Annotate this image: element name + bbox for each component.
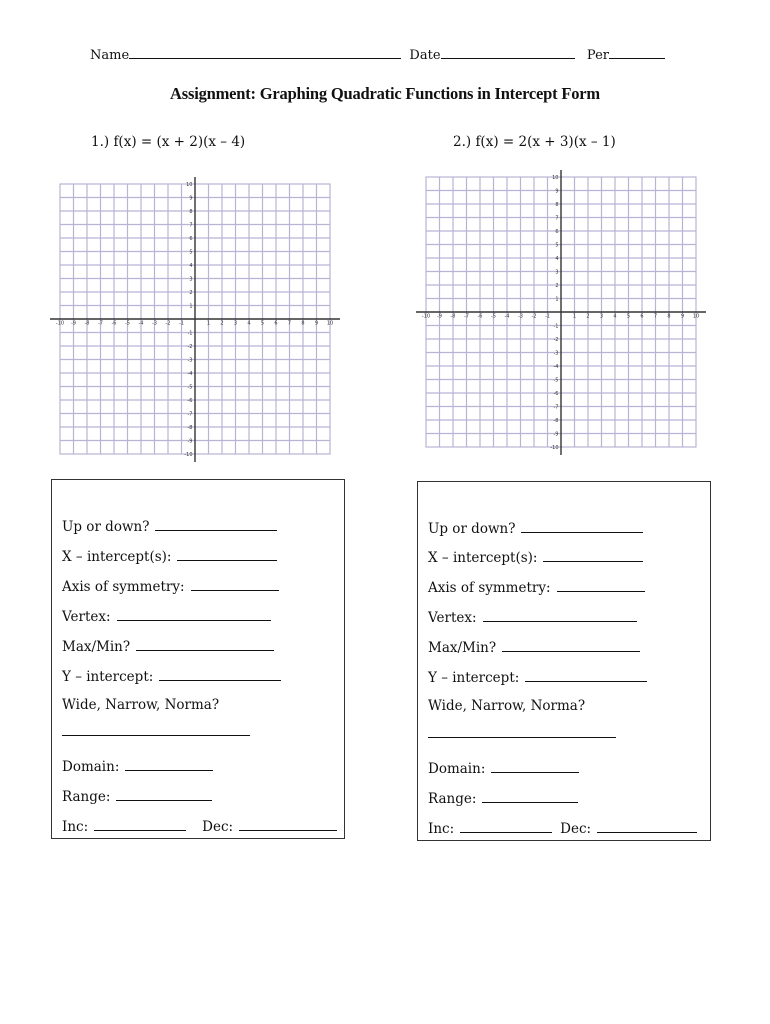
x-tick-label: -3 <box>152 320 157 327</box>
inc-dec-row <box>62 817 337 835</box>
up-down-blank[interactable] <box>521 519 643 533</box>
x-tick-label: -9 <box>71 320 76 327</box>
dec-label: Dec: <box>202 819 234 835</box>
y-tick-label: -3 <box>187 357 193 364</box>
axis-blank[interactable] <box>557 578 645 592</box>
domain-row <box>62 757 213 775</box>
up-down-label: Up or down? <box>62 519 150 535</box>
axis-blank[interactable] <box>191 577 279 591</box>
x-tick-label: 10 <box>692 313 700 320</box>
problem-2-function: 2.) f(x) = 2(x + 3)(x – 1) <box>453 134 616 150</box>
width-row <box>62 697 219 713</box>
x-tick-label: 7 <box>653 313 658 320</box>
y-tick-label: 3 <box>189 276 193 283</box>
y-tick-label: -5 <box>187 384 193 391</box>
y-intercept-label: Y – intercept: <box>62 669 154 685</box>
y-tick-label: -1 <box>553 323 559 330</box>
vertex-row <box>62 607 271 625</box>
range-label: Range: <box>428 791 477 807</box>
x-tick-label: 3 <box>233 320 238 327</box>
domain-blank[interactable] <box>125 757 213 771</box>
range-row <box>428 789 578 807</box>
maxmin-row <box>62 637 274 655</box>
axis-label: Axis of symmetry: <box>62 579 185 595</box>
y-tick-label: 2 <box>555 283 559 289</box>
y-tick-label: -2 <box>553 337 559 343</box>
y-tick-label: -4 <box>187 371 193 377</box>
inc-label: Inc: <box>62 819 89 835</box>
up-down-row <box>62 517 277 535</box>
answer-box-1 <box>51 479 345 839</box>
width-blank[interactable] <box>62 722 250 736</box>
x-tick-label: -2 <box>165 320 171 327</box>
y-tick-label: 2 <box>189 290 193 296</box>
assignment-title: Assignment: Graphing Quadratic Functions in Intercept Form <box>170 84 600 103</box>
y-intercept-row <box>428 668 647 686</box>
x-tick-label: 2 <box>586 313 590 320</box>
domain-label: Domain: <box>428 761 486 777</box>
x-intercepts-row <box>62 547 277 565</box>
y-intercept-label: Y – intercept: <box>428 670 520 686</box>
y-tick-label: 10 <box>552 175 559 181</box>
y-tick-label: 8 <box>189 209 193 215</box>
x-tick-label: 1 <box>572 313 577 320</box>
x-tick-label: 9 <box>680 313 685 320</box>
x-tick-label: 3 <box>599 313 604 320</box>
x-tick-label: 6 <box>640 313 644 320</box>
x-tick-label: -7 <box>464 313 469 320</box>
name-blank[interactable] <box>129 46 401 59</box>
date-label: Date <box>409 48 441 63</box>
x-tick-label: 8 <box>667 313 671 320</box>
vertex-blank[interactable] <box>483 608 637 622</box>
x-tick-label: 8 <box>301 320 305 327</box>
x-intercepts-row <box>428 548 643 566</box>
domain-row <box>428 759 579 777</box>
width-blank[interactable] <box>428 724 616 738</box>
y-tick-label: 9 <box>555 188 559 195</box>
range-label: Range: <box>62 789 111 805</box>
inc-label: Inc: <box>428 821 455 837</box>
y-tick-label: 5 <box>555 242 559 249</box>
width-label: Wide, Narrow, Norma? <box>62 697 220 713</box>
y-tick-label: -5 <box>553 377 559 384</box>
x-tick-label: -4 <box>138 320 144 327</box>
maxmin-row <box>428 638 640 656</box>
x-tick-label: -6 <box>111 320 117 327</box>
range-blank[interactable] <box>116 787 212 801</box>
up-down-label: Up or down? <box>428 521 516 537</box>
y-tick-label: -1 <box>187 330 193 337</box>
maxmin-blank[interactable] <box>502 638 640 652</box>
inc-blank[interactable] <box>460 819 552 833</box>
x-tick-label: -4 <box>504 313 510 320</box>
width-row <box>428 698 585 714</box>
vertex-blank[interactable] <box>117 607 271 621</box>
x-tick-label: 5 <box>260 320 265 327</box>
x-tick-label: 7 <box>287 320 292 327</box>
y-tick-label: 8 <box>555 202 559 208</box>
y-tick-label: 10 <box>186 182 193 188</box>
y-tick-label: -9 <box>553 431 559 438</box>
vertex-label: Vertex: <box>428 610 477 626</box>
vertex-label: Vertex: <box>62 609 111 625</box>
y-tick-label: 9 <box>189 195 193 202</box>
x-tick-label: -1 <box>179 320 184 327</box>
y-tick-label: 1 <box>189 303 193 310</box>
y-tick-label: 1 <box>555 296 559 303</box>
y-tick-label: 5 <box>189 249 193 256</box>
up-down-row <box>428 519 643 537</box>
date-blank[interactable] <box>441 46 575 59</box>
answer-box-2 <box>417 481 711 841</box>
up-down-blank[interactable] <box>155 517 277 531</box>
y-tick-label: 4 <box>189 263 193 269</box>
maxmin-blank[interactable] <box>136 637 274 651</box>
y-intercept-blank[interactable] <box>159 667 281 681</box>
x-tick-label: -5 <box>491 313 496 320</box>
inc-blank[interactable] <box>94 817 186 831</box>
x-tick-label: -7 <box>98 320 103 327</box>
y-tick-label: -6 <box>187 398 193 404</box>
dec-blank[interactable] <box>597 819 697 833</box>
coordinate-grid-1[interactable] <box>48 176 340 470</box>
y-tick-label: -10 <box>184 452 193 458</box>
maxmin-label: Max/Min? <box>62 639 131 655</box>
period-blank[interactable] <box>609 46 665 59</box>
y-tick-label: -8 <box>187 425 193 431</box>
y-tick-label: -4 <box>553 364 559 370</box>
student-info-line <box>90 46 665 63</box>
y-intercept-blank[interactable] <box>525 668 647 682</box>
axis-label: Axis of symmetry: <box>428 580 551 596</box>
y-intercept-row <box>62 667 281 685</box>
width-label: Wide, Narrow, Norma? <box>428 698 586 714</box>
x-tick-label: 9 <box>314 320 319 327</box>
y-tick-label: -3 <box>553 350 559 357</box>
x-tick-label: 4 <box>613 313 617 320</box>
axis-row <box>62 577 279 595</box>
x-tick-label: -2 <box>531 313 537 320</box>
y-tick-label: -7 <box>187 411 193 418</box>
y-tick-label: -8 <box>553 418 559 424</box>
domain-label: Domain: <box>62 759 120 775</box>
x-tick-label: -8 <box>450 313 456 320</box>
y-tick-label: 7 <box>189 222 193 229</box>
x-tick-label: -1 <box>545 313 550 320</box>
y-tick-label: -9 <box>187 438 193 445</box>
y-tick-label: 6 <box>555 229 559 235</box>
problem-1-function: 1.) f(x) = (x + 2)(x – 4) <box>91 134 246 150</box>
period-label: Per <box>586 48 609 63</box>
x-tick-label: -9 <box>437 313 442 320</box>
x-intercepts-label: X – intercept(s): <box>62 549 172 565</box>
y-tick-label: -10 <box>550 445 559 451</box>
x-tick-label: 4 <box>247 320 251 327</box>
x-intercepts-label: X – intercept(s): <box>428 550 538 566</box>
y-tick-label: 6 <box>189 236 193 242</box>
x-tick-label: 1 <box>206 320 211 327</box>
y-tick-label: 4 <box>555 256 559 262</box>
name-label: Name <box>90 48 130 63</box>
x-tick-label: -8 <box>84 320 90 327</box>
y-tick-label: -6 <box>553 391 559 397</box>
coordinate-grid-2[interactable] <box>414 169 706 463</box>
x-tick-label: -5 <box>125 320 130 327</box>
maxmin-label: Max/Min? <box>428 640 497 656</box>
inc-dec-row <box>428 819 697 837</box>
x-tick-label: -6 <box>477 313 483 320</box>
x-intercepts-blank[interactable] <box>177 547 277 561</box>
dec-blank[interactable] <box>239 817 337 831</box>
dec-label: Dec: <box>560 821 592 837</box>
axis-row <box>428 578 645 596</box>
x-intercepts-blank[interactable] <box>543 548 643 562</box>
y-tick-label: -2 <box>187 344 193 350</box>
range-blank[interactable] <box>482 789 578 803</box>
width-answer-row <box>62 722 250 740</box>
x-tick-label: 5 <box>626 313 631 320</box>
y-tick-label: 3 <box>555 269 559 276</box>
vertex-row <box>428 608 637 626</box>
y-tick-label: 7 <box>555 215 559 222</box>
x-tick-label: 6 <box>274 320 278 327</box>
x-tick-label: 10 <box>326 320 334 327</box>
x-tick-label: -10 <box>55 320 65 327</box>
x-tick-label: 2 <box>220 320 224 327</box>
x-tick-label: -3 <box>518 313 523 320</box>
x-tick-label: -10 <box>421 313 431 320</box>
domain-blank[interactable] <box>491 759 579 773</box>
width-answer-row <box>428 724 616 742</box>
range-row <box>62 787 212 805</box>
y-tick-label: -7 <box>553 404 559 411</box>
